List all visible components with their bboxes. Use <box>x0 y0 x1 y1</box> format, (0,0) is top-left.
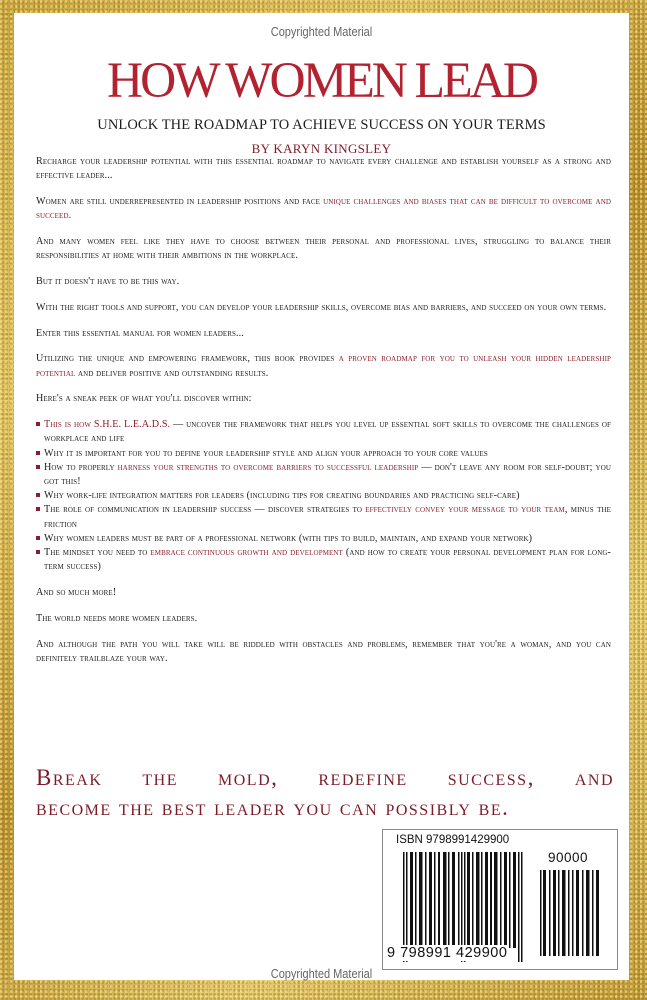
author-byline: BY KARYN KINGSLEY <box>251 141 392 156</box>
barcode-digits: 9 798991 429900 <box>387 945 508 961</box>
price-code: 90000 <box>548 850 589 865</box>
square-bullet-icon <box>36 507 40 511</box>
paragraph-right-tools: With the right tools and support, you can develop your leadership skills, overcome bias and barriers, and succeed on your own terms. <box>36 301 607 313</box>
list-item: This is how S.H.E. L.E.A.D.S. — uncover the framework that helps you level up essential soft skills to overcome the challenges of workplace and life <box>36 418 611 446</box>
highlight-text: unique challenges and biases that can be difficult to overcome and succeed. <box>36 196 611 222</box>
square-bullet-icon <box>36 422 40 426</box>
paragraph-sneak-peek: Here's a sneak peek of what you'll discover within: <box>36 393 252 405</box>
paragraph-enter-manual: Enter this essential manual for women leaders... <box>36 327 244 339</box>
addon-barcode-icon <box>540 870 602 956</box>
list-item: Why women leaders must be part of a professional network (with tips to build, maintain, and expand your network) <box>36 532 611 546</box>
paragraph-world-needs: The world needs more women leaders. <box>36 612 198 624</box>
book-subtitle: UNLOCK THE ROADMAP TO ACHIEVE SUCCESS ON YOUR TERMS <box>97 117 546 133</box>
paragraph-balance: And many women feel like they have to choose between their personal and professional lives, struggling to balance their responsibilities at home with their ambitions in the workplace. <box>36 236 611 262</box>
isbn-barcode <box>382 829 618 970</box>
square-bullet-icon <box>36 550 40 554</box>
list-item: How to properly harness your strengths to overcome barriers to successful leadership — don't leave any room for self-doubt; you got this! <box>36 461 611 489</box>
list-item: Why work-life integration matters for leaders (including tips for creating boundaries and practicing self-care) <box>36 489 611 503</box>
highlight-text: a proven roadmap for you to unleash your hidden leadership potential <box>36 353 612 379</box>
copyright-watermark-bottom: Copyrighted Material <box>270 967 373 981</box>
square-bullet-icon <box>36 451 40 455</box>
blurb <box>36 155 611 678</box>
closing-tagline <box>36 763 614 823</box>
paragraph-trailblaze: And although the path you will take will be riddled with obstacles and problems, remember that you're a woman, and you can definitely trailblaze your way. <box>36 638 611 664</box>
list-item: The role of communication in leadership success — discover strategies to effectively convey your message to your team, minus the friction <box>36 503 611 531</box>
isbn-label: ISBN 9798991429900 <box>396 834 510 846</box>
tagline-line-1: Break the mold, redefine success, and <box>36 765 614 790</box>
paragraph-so-much-more: And so much more! <box>36 587 117 599</box>
bullet-list <box>36 418 611 574</box>
square-bullet-icon <box>36 465 40 469</box>
square-bullet-icon <box>36 536 40 540</box>
paragraph-framework: Utilizing the unique and empowering framework, this book provides a proven roadmap for you to unleash your hidden leadership potential and deliver positive and outstanding results. <box>36 353 612 379</box>
paragraph-intro: Recharge your leadership potential with this essential roadmap to navigate every challenge and establish yourself as a strong and effective leader... <box>36 156 611 182</box>
tagline-line-2: become the best leader you can possibly be. <box>36 795 510 820</box>
paragraph-underrepresented: Women are still underrepresented in leadership positions and face unique challenges and biases that can be difficult to overcome and succeed. <box>36 196 611 222</box>
square-bullet-icon <box>36 493 40 497</box>
back-cover <box>14 13 629 980</box>
list-item: Why it is important for you to define your leadership style and align your approach to your core values <box>36 447 611 461</box>
book-title: HOW WOMEN LEAD <box>107 53 536 109</box>
copyright-watermark-top: Copyrighted Material <box>270 25 373 39</box>
paragraph-doesnt-have-to: But it doesn't have to be this way. <box>36 276 180 287</box>
list-item: The mindset you need to embrace continuous growth and development (and how to create your personal development plan for long-term success) <box>36 546 611 574</box>
